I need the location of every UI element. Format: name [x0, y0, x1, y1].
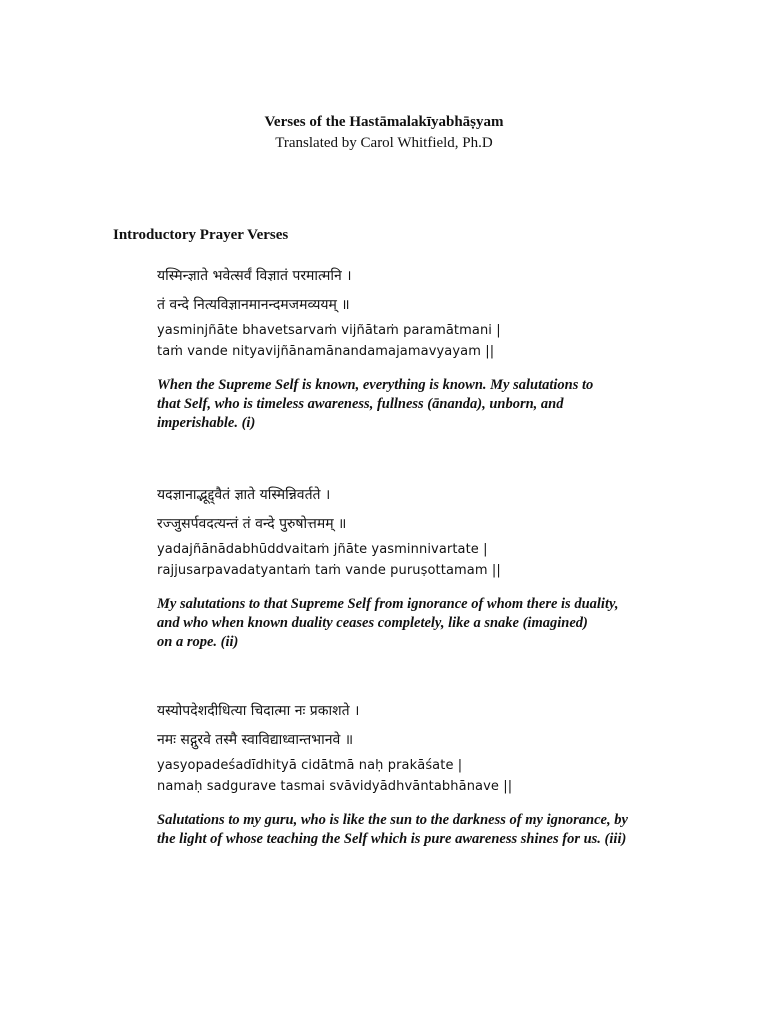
- verse-devanagari-line: यदज्ञानाद्भूद्द्वैतं ज्ञाते यस्मिन्निवर्तते ।: [157, 487, 331, 503]
- verse-1: [157, 262, 657, 433]
- verse-transliteration-line: rajjusarpavadatyantaṁ taṁ vande puruṣottamam ||: [157, 563, 501, 578]
- verse-translation-line: Salutations to my guru, who is like the sun to the darkness of my ignorance, by: [157, 812, 628, 828]
- verse-devanagari-line: रज्जुसर्पवदत्यन्तं तं वन्दे पुरुषोत्तमम् ॥: [157, 516, 347, 532]
- verse-transliteration-line: yasyopadeśadīdhityā cidātmā naḥ prakāśate |: [157, 758, 463, 773]
- verse-transliteration-line: yasminjñāte bhavetsarvaṁ vijñātaṁ paramātmani |: [157, 323, 501, 338]
- verse-2: [157, 481, 657, 652]
- verse-translation-line: My salutations to that Supreme Self from ignorance of whom there is duality,: [157, 596, 619, 612]
- document-subtitle: Translated by Carol Whitfield, Ph.D: [275, 135, 493, 151]
- section-heading: Introductory Prayer Verses: [113, 227, 289, 243]
- verse-translation: [157, 811, 657, 849]
- verse-devanagari-line: तं वन्दे नित्यविज्ञानमानन्दमजमव्ययम् ॥: [157, 297, 350, 313]
- verse-devanagari-line: यस्मिन्ज्ञाते भवेत्सर्वं विज्ञातं परमात्मनि ।: [157, 268, 352, 284]
- verse-transliteration-line: taṁ vande nityavijñānamānandamajamavyayam ||: [157, 344, 495, 359]
- verse-translation-line: and who when known duality ceases completely, like a snake (imagined): [157, 615, 588, 631]
- verse-translation-line: the light of whose teaching the Self which is pure awareness shines for us. (iii): [157, 831, 627, 847]
- verse-3: [157, 697, 657, 849]
- verse-transliteration-line: yadajñānādabhūddvaitaṁ jñāte yasminnivartate |: [157, 542, 488, 557]
- verse-devanagari-line: नमः सद्गुरवे तस्मै स्वाविद्याध्वान्तभानवे ॥: [157, 732, 354, 748]
- verse-devanagari-line: यस्योपदेशदीधित्या चिदात्मा नः प्रकाशते ।: [157, 703, 360, 719]
- verse-translation-line: that Self, who is timeless awareness, fullness (ānanda), unborn, and: [157, 396, 564, 412]
- verse-translation: [157, 376, 657, 433]
- verse-transliteration-line: namaḥ sadgurave tasmai svāvidyādhvāntabhānave ||: [157, 779, 513, 794]
- verse-translation-line: When the Supreme Self is known, everything is known. My salutations to: [157, 377, 594, 393]
- document-title: Verses of the Hastāmalakīyabhāṣyam: [264, 114, 504, 130]
- verse-translation: [157, 595, 657, 652]
- verse-translation-line: on a rope. (ii): [157, 634, 239, 650]
- verse-translation-line: imperishable. (i): [157, 415, 256, 431]
